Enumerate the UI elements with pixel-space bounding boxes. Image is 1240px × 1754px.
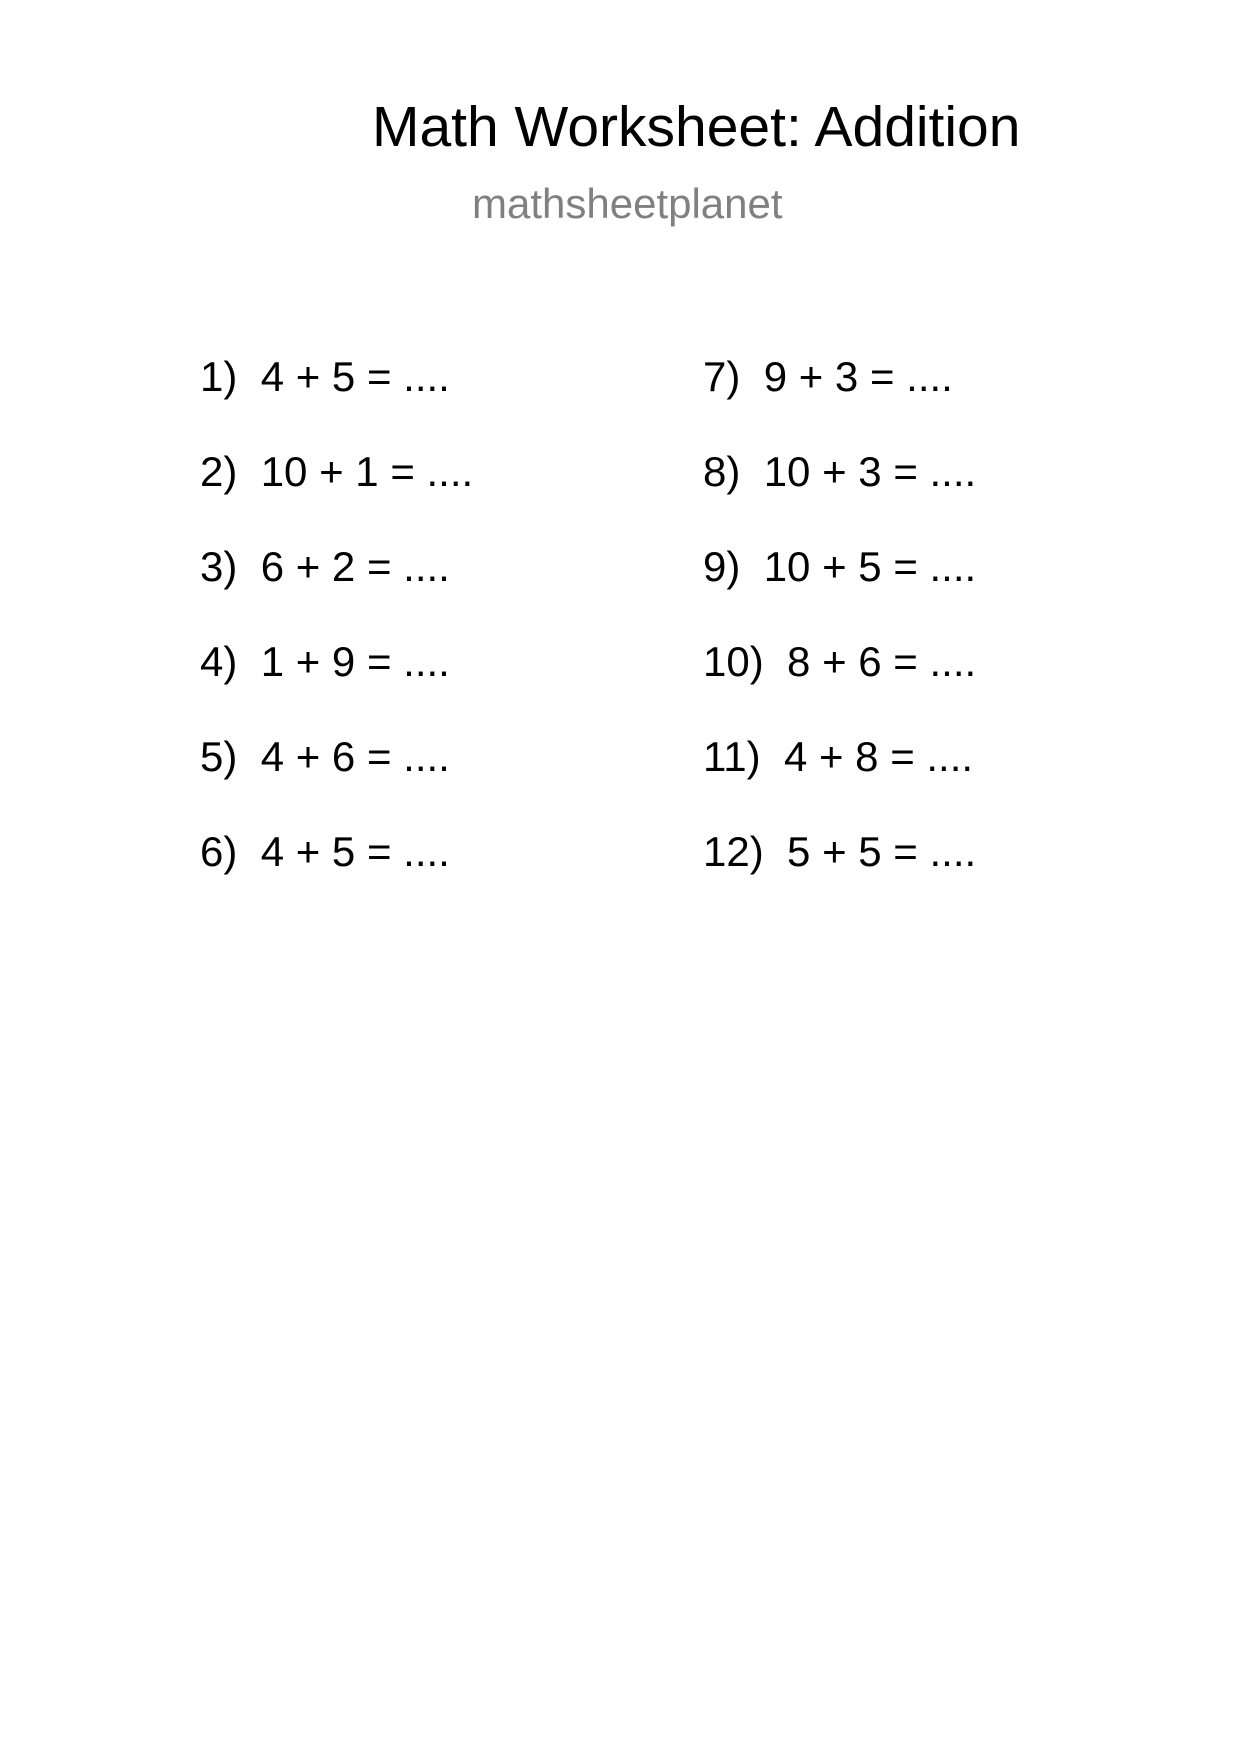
problem-item xyxy=(200,543,473,641)
problem-expression: 1 + 9 = .... xyxy=(260,638,450,685)
problem-expression: 6 + 2 = .... xyxy=(260,543,450,590)
problem-expression: 10 + 5 = .... xyxy=(763,543,977,590)
problem-expression: 8 + 6 = .... xyxy=(787,638,977,685)
problem-number: 1) xyxy=(200,353,238,400)
problem-item xyxy=(703,828,977,926)
problem-expression: 10 + 1 = .... xyxy=(260,448,474,495)
page-title: Math Worksheet: Addition xyxy=(372,95,1021,159)
problem-expression: 4 + 8 = .... xyxy=(783,733,974,780)
problem-number: 5) xyxy=(200,733,238,780)
problem-item xyxy=(200,638,473,736)
problem-item xyxy=(703,733,976,831)
problem-column-left xyxy=(200,353,474,926)
problem-item xyxy=(200,733,473,831)
problem-item xyxy=(703,448,977,546)
problem-item xyxy=(200,353,473,451)
problem-number: 3) xyxy=(200,543,238,590)
problem-expression: 4 + 5 = .... xyxy=(260,828,450,875)
problem-number: 10) xyxy=(703,638,764,685)
problem-expression: 9 + 3 = .... xyxy=(763,353,953,400)
problem-item xyxy=(703,638,977,736)
problem-number: 11) xyxy=(703,733,761,780)
problem-expression: 4 + 5 = .... xyxy=(260,353,450,400)
problem-item xyxy=(703,543,977,641)
problem-number: 6) xyxy=(200,828,238,875)
problem-expression: 10 + 3 = .... xyxy=(763,448,977,495)
problem-number: 9) xyxy=(703,543,741,590)
problem-number: 2) xyxy=(200,448,238,495)
problem-expression: 5 + 5 = .... xyxy=(787,828,977,875)
problem-expression: 4 + 6 = .... xyxy=(260,733,450,780)
problem-number: 4) xyxy=(200,638,238,685)
problem-item xyxy=(200,448,474,546)
problem-number: 7) xyxy=(703,353,741,400)
problem-item xyxy=(200,828,473,926)
problem-item xyxy=(703,353,976,451)
problem-number: 12) xyxy=(703,828,764,875)
problem-column-right xyxy=(703,353,977,926)
page-subtitle: mathsheetplanet xyxy=(472,180,783,227)
problem-number: 8) xyxy=(703,448,741,495)
